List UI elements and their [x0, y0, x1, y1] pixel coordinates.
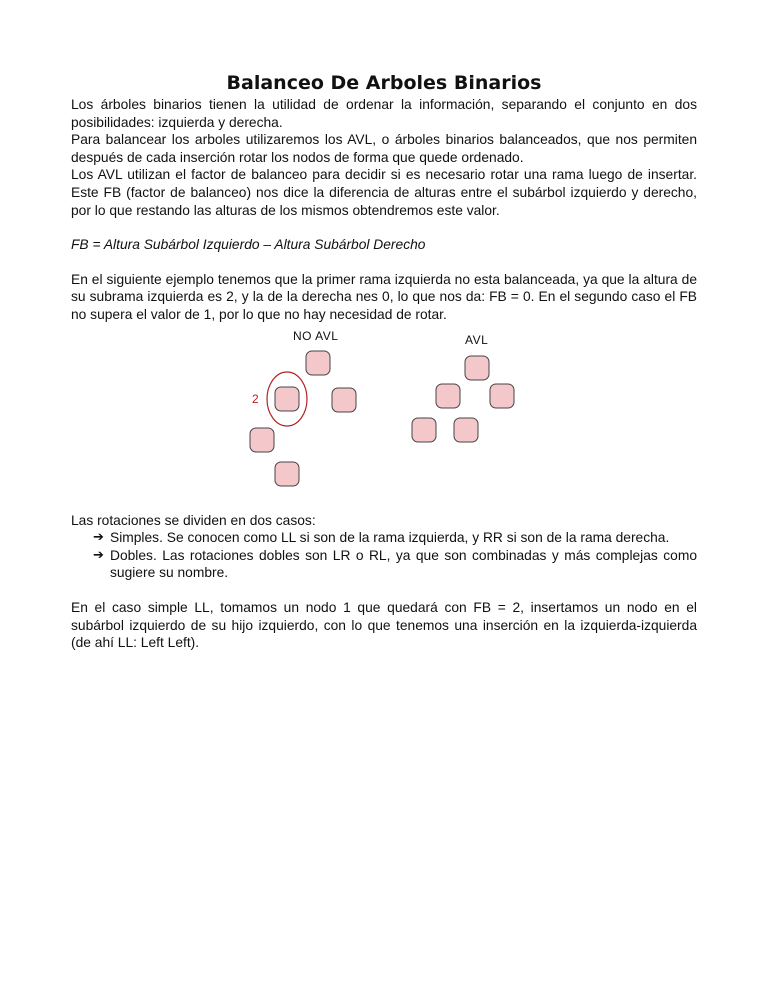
tree-node — [275, 462, 299, 486]
tree-node — [306, 351, 330, 375]
paragraph-balance-factor: Los AVL utilizan el factor de balanceo para decidir si es necesario rotar una rama luego de insertar. Este FB (factor de balanceo) nos dice la diferencia de alturas entre el subárbol izquierdo y derecho, por lo que restando las alturas de los mismos obtendremos este valor. — [71, 167, 697, 218]
list-item-double — [71, 547, 697, 582]
arrow-right-icon: ➔ — [93, 530, 104, 546]
paragraph-example: En el siguiente ejemplo tenemos que la primer rama izquierda no esta balanceada, ya que la altura de su subrama izquierda es 2, y la de la derecha nes 0, lo que nos da: FB = 0. En el segundo caso el FB no supera el valor de 1, por lo que no hay necesidad de rotar. — [71, 271, 697, 322]
paragraph-avl-definition: Para balancear los arboles utilizaremos los AVL, o árboles binarios balanceados, que nos permiten después de cada inserción rotar los nodos de forma que quede ordenado. — [71, 132, 697, 165]
tree-node — [412, 418, 436, 442]
tree-comparison-figure — [71, 326, 697, 506]
paragraph-rotations-intro: Las rotaciones se dividen en dos casos: — [71, 512, 316, 528]
tree-node — [454, 418, 478, 442]
document-title: Balanceo De Arboles Binarios — [226, 72, 542, 94]
rotation-types-list — [71, 529, 697, 582]
document-page — [71, 72, 697, 652]
paragraph-intro: Los árboles binarios tienen la utilidad de ordenar la información, separando el conjunto en dos posibilidades: izquierda y derecha. — [71, 97, 697, 130]
fb-value-label: 2 — [252, 391, 259, 406]
tree-node — [275, 387, 299, 411]
list-item-text: Simples. Se conocen como LL si son de la rama izquierda, y RR si son de la rama derecha. — [110, 530, 670, 546]
tree-node — [250, 428, 274, 452]
list-item-text: Dobles. Las rotaciones dobles son LR o RL, ya que son combinadas y más complejas como sugiere su nombre. — [110, 547, 697, 581]
avl-label: AVL — [465, 332, 489, 347]
tree-node — [332, 388, 356, 412]
arrow-right-icon: ➔ — [93, 547, 104, 563]
list-item-simple — [71, 529, 697, 547]
tree-node — [465, 356, 489, 380]
paragraph-simple-ll: En el caso simple LL, tomamos un nodo 1 que quedará con FB = 2, insertamos un nodo en el subárbol izquierdo de su hijo izquierdo, con lo que tenemos una inserción en la izquierda-izquierda (de ahí LL: Left Left). — [71, 599, 697, 651]
tree-node — [436, 384, 460, 408]
no-avl-label: NO AVL — [293, 328, 339, 343]
tree-node — [490, 384, 514, 408]
avl-diagram — [71, 326, 697, 506]
formula-text: FB = Altura Subárbol Izquierdo – Altura Subárbol Derecho — [71, 237, 426, 253]
